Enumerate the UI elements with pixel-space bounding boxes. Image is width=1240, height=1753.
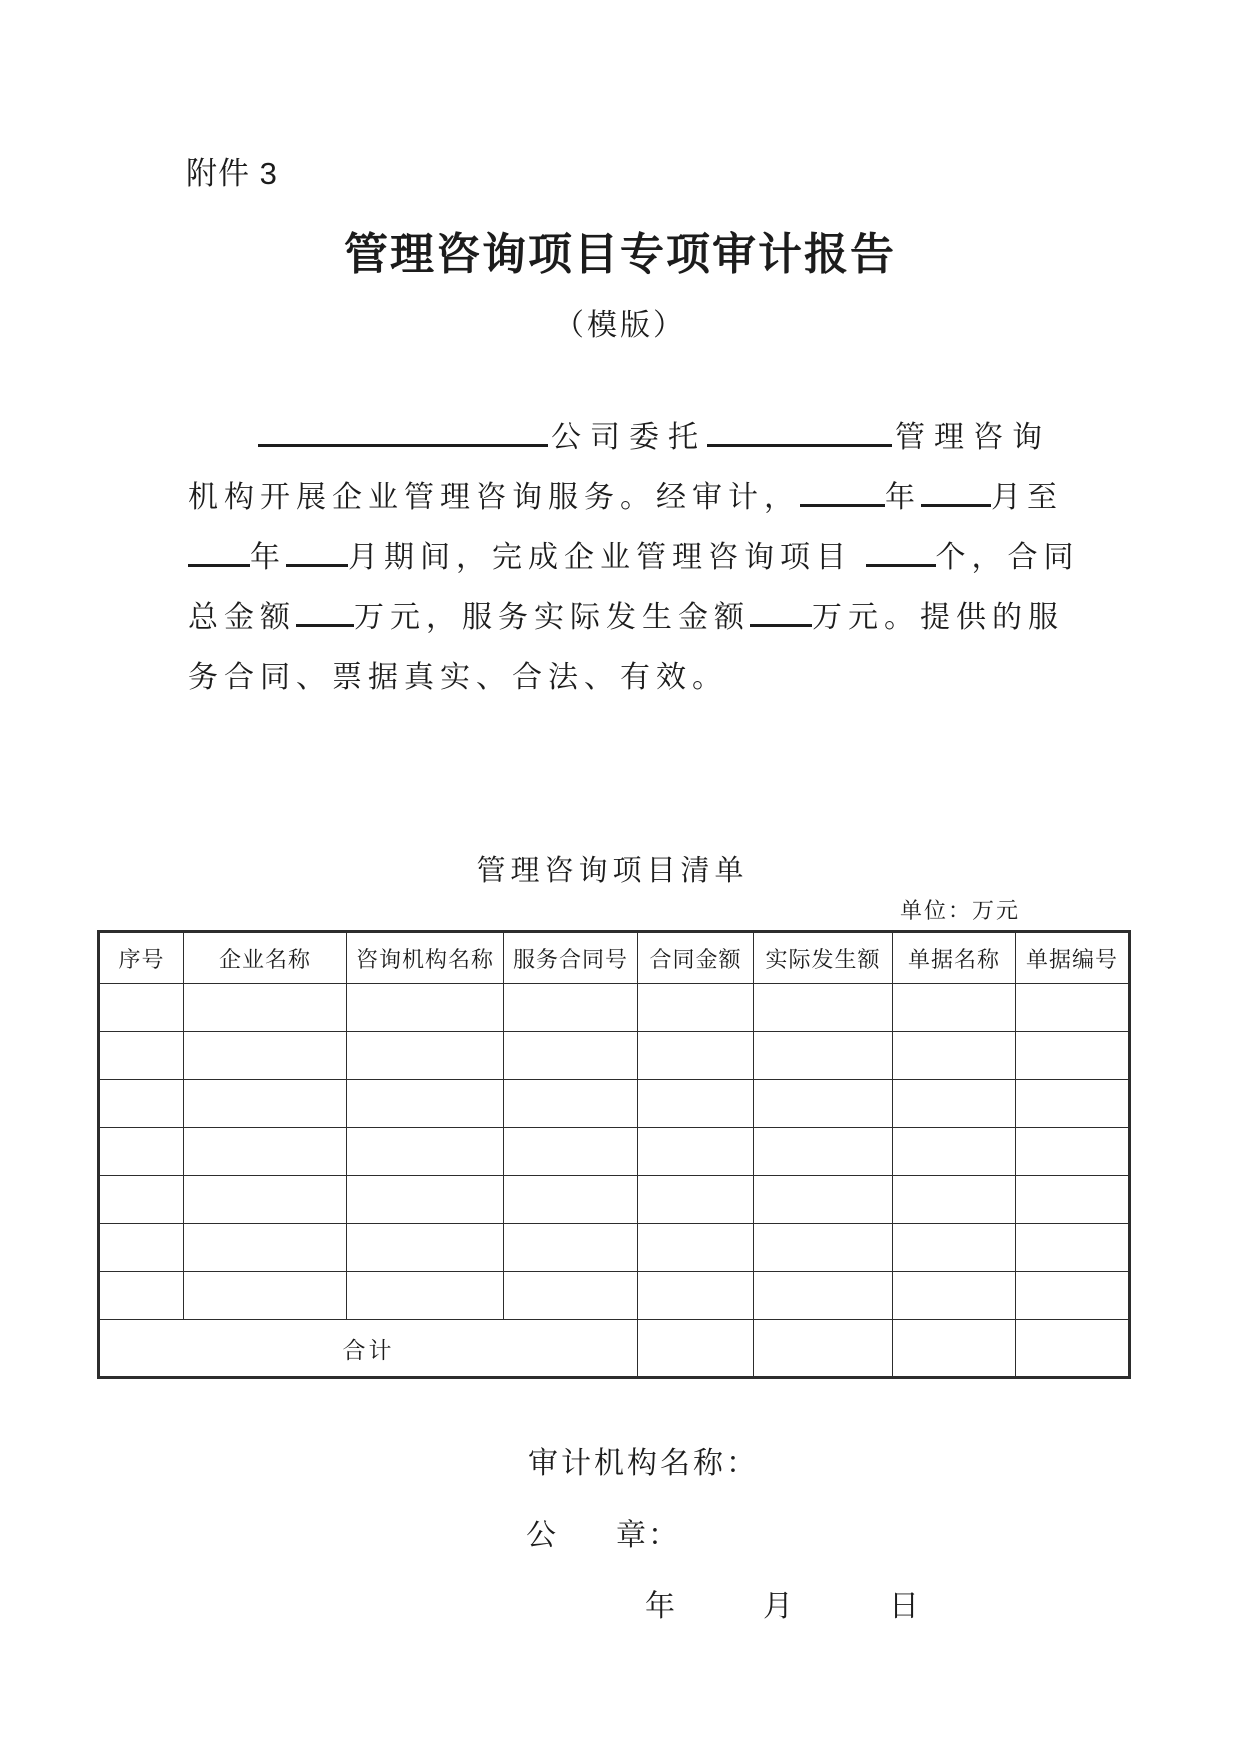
- table-row: [99, 1176, 1130, 1224]
- table-cell-empty: [504, 1176, 638, 1224]
- table-header-cell: 序号: [99, 932, 184, 984]
- table-cell-empty: [347, 1224, 504, 1272]
- paragraph-line: [188, 468, 1063, 528]
- total-value-cell-empty: [893, 1320, 1016, 1378]
- paragraph-line: [188, 588, 1064, 648]
- blank-underline: [296, 620, 354, 627]
- paragraph-text: 机构开展企业管理咨询服务。经审计，: [188, 481, 800, 514]
- document-title: 管理咨询项目专项审计报告: [344, 230, 896, 279]
- table-header-cell: 单据编号: [1016, 932, 1130, 984]
- document-subtitle: （模版）: [554, 309, 686, 342]
- table-title: 管理咨询项目清单: [476, 855, 749, 887]
- table-cell-empty: [893, 1176, 1016, 1224]
- table-cell-empty: [99, 1080, 184, 1128]
- table-cell-empty: [1016, 1224, 1130, 1272]
- total-label-cell: 合计: [99, 1320, 638, 1378]
- table-row: [99, 1032, 1130, 1080]
- table-cell-empty: [504, 1128, 638, 1176]
- table-header-cell: 实际发生额: [754, 932, 893, 984]
- table-cell-empty: [347, 984, 504, 1032]
- table-cell-empty: [1016, 1176, 1130, 1224]
- blank-underline: [921, 500, 991, 507]
- auditor-name-label: 审计机构名称：: [528, 1447, 759, 1480]
- table-cell-empty: [1016, 1032, 1130, 1080]
- project-list-table: [97, 930, 1131, 1379]
- paragraph-text: 管理咨询: [892, 421, 1048, 454]
- table-header-cell: 服务合同号: [504, 932, 638, 984]
- table-body: [99, 932, 1130, 1378]
- paragraph-line: [188, 408, 1048, 468]
- date-line: [645, 1581, 919, 1625]
- table-cell-empty: [1016, 1128, 1130, 1176]
- table-cell-empty: [184, 984, 347, 1032]
- attachment-label: 附件 3: [186, 156, 278, 191]
- paragraph-text: 年: [885, 481, 921, 514]
- table-cell-empty: [754, 1272, 893, 1320]
- table-row: [99, 1272, 1130, 1320]
- table-cell-empty: [347, 1176, 504, 1224]
- table-cell-empty: [638, 1032, 754, 1080]
- table-header-cell: 企业名称: [184, 932, 347, 984]
- table-cell-empty: [893, 1224, 1016, 1272]
- table-cell-empty: [893, 1032, 1016, 1080]
- table-cell-empty: [347, 1272, 504, 1320]
- table-cell-empty: [99, 1128, 184, 1176]
- table-row: [99, 1080, 1130, 1128]
- paragraph-text: 个，合同: [935, 541, 1080, 574]
- table-cell-empty: [184, 1272, 347, 1320]
- seal-label-word2: 章：: [616, 1519, 680, 1552]
- table-cell-empty: [754, 984, 893, 1032]
- date-year-label: 年: [645, 1590, 675, 1623]
- table-cell-empty: [99, 984, 184, 1032]
- table-cell-empty: [347, 1032, 504, 1080]
- table-cell-empty: [504, 1080, 638, 1128]
- table-cell-empty: [184, 1080, 347, 1128]
- body-paragraph: [188, 408, 1080, 708]
- paragraph-text: 公司委托: [548, 421, 707, 454]
- paragraph-text: 万元。提供的服: [812, 601, 1064, 634]
- table-cell-empty: [99, 1224, 184, 1272]
- table-cell-empty: [638, 1224, 754, 1272]
- table-header-row: [99, 932, 1130, 984]
- table-cell-empty: [504, 984, 638, 1032]
- table-cell-empty: [638, 984, 754, 1032]
- table-cell-empty: [1016, 984, 1130, 1032]
- blank-underline: [866, 560, 936, 567]
- paragraph-text: 年: [250, 541, 286, 574]
- blank-underline: [258, 440, 548, 447]
- table-cell-empty: [99, 1032, 184, 1080]
- blank-underline: [188, 560, 250, 567]
- blank-underline: [750, 620, 812, 627]
- paragraph-line: [188, 648, 1048, 708]
- blank-underline: [707, 440, 892, 447]
- table-cell-empty: [638, 1176, 754, 1224]
- table-cell-empty: [754, 1080, 893, 1128]
- table-cell-empty: [504, 1272, 638, 1320]
- table-cell-empty: [893, 1272, 1016, 1320]
- table-cell-empty: [99, 1176, 184, 1224]
- total-value-cell-empty: [1016, 1320, 1130, 1378]
- date-month-label: 月: [763, 1590, 793, 1623]
- table-cell-empty: [504, 1224, 638, 1272]
- table-cell-empty: [184, 1176, 347, 1224]
- table-cell-empty: [754, 1224, 893, 1272]
- table-cell-empty: [893, 1128, 1016, 1176]
- paragraph-line: [188, 528, 1080, 588]
- table-cell-empty: [754, 1128, 893, 1176]
- paragraph-text: 务合同、票据真实、合法、有效。: [188, 661, 728, 694]
- table-row: [99, 1128, 1130, 1176]
- paragraph-text: 月期间，完成企业管理咨询项目: [348, 541, 866, 574]
- table-unit-label: 单位：万元: [899, 898, 1020, 923]
- paragraph-text: 万元，服务实际发生金额: [354, 601, 750, 634]
- table-header-cell: 合同金额: [638, 932, 754, 984]
- table-cell-empty: [754, 1032, 893, 1080]
- table-cell-empty: [184, 1128, 347, 1176]
- table-cell-empty: [184, 1032, 347, 1080]
- table-cell-empty: [754, 1176, 893, 1224]
- paragraph-text: 月至: [991, 481, 1063, 514]
- blank-underline: [286, 560, 348, 567]
- table-cell-empty: [99, 1272, 184, 1320]
- table-cell-empty: [504, 1032, 638, 1080]
- table-cell-empty: [347, 1128, 504, 1176]
- seal-line: [526, 1510, 680, 1554]
- paragraph-text: 总金额: [188, 601, 296, 634]
- table-cell-empty: [1016, 1272, 1130, 1320]
- date-day-label: 日: [889, 1590, 919, 1623]
- table-cell-empty: [184, 1224, 347, 1272]
- table-header-cell: 咨询机构名称: [347, 932, 504, 984]
- table-cell-empty: [1016, 1080, 1130, 1128]
- total-row: [99, 1320, 1130, 1378]
- table-row: [99, 1224, 1130, 1272]
- blank-underline: [800, 500, 885, 507]
- table-row: [99, 984, 1130, 1032]
- table-cell-empty: [347, 1080, 504, 1128]
- table-cell-empty: [638, 1080, 754, 1128]
- total-value-cell-empty: [638, 1320, 754, 1378]
- table-header-cell: 单据名称: [893, 932, 1016, 984]
- table-cell-empty: [638, 1272, 754, 1320]
- table-cell-empty: [893, 984, 1016, 1032]
- table-cell-empty: [893, 1080, 1016, 1128]
- seal-label-word1: 公: [526, 1519, 558, 1552]
- table-cell-empty: [638, 1128, 754, 1176]
- total-value-cell-empty: [754, 1320, 893, 1378]
